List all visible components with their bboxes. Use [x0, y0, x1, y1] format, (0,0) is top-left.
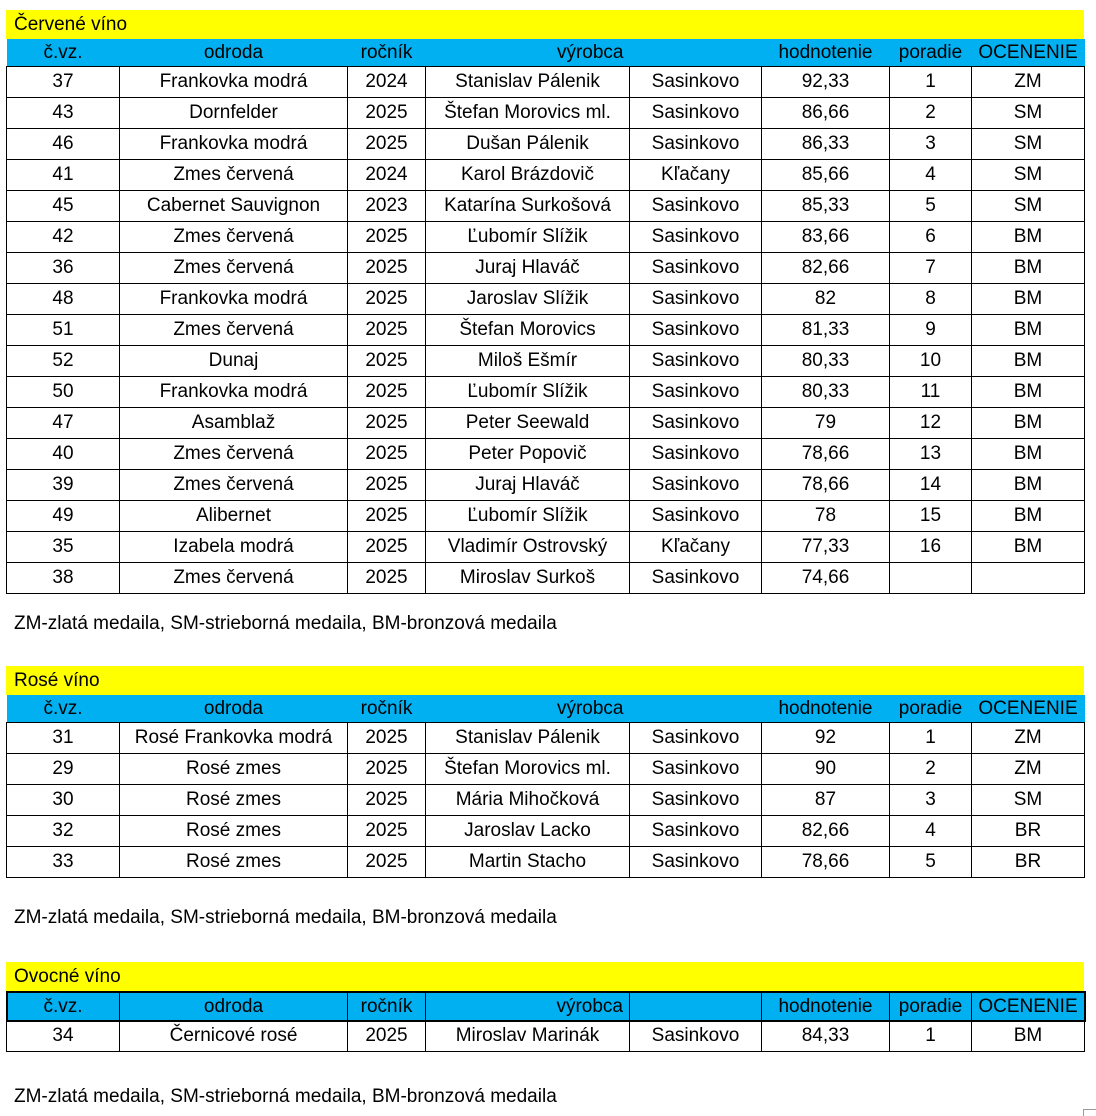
cell-variety: Zmes červená: [120, 439, 348, 470]
cell-rank: 10: [890, 346, 972, 377]
cell-sample-number: 36: [7, 253, 120, 284]
col-header-producer: výrobca: [426, 39, 630, 67]
section-ovocne-vino: [6, 962, 1084, 1052]
wine-table: [6, 991, 1085, 1052]
cell-town: Sasinkovo: [630, 346, 762, 377]
cell-rank: [890, 563, 972, 594]
table-row: [7, 847, 1085, 878]
table-row: [7, 160, 1085, 191]
cell-sample-number: 43: [7, 98, 120, 129]
cell-rank: 4: [890, 816, 972, 847]
table-header-row: [7, 39, 1085, 67]
cell-town: Sasinkovo: [630, 847, 762, 878]
table-row: [7, 563, 1085, 594]
cell-award: BM: [972, 284, 1085, 315]
cell-score: 78,66: [762, 470, 890, 501]
cell-year: 2025: [348, 847, 426, 878]
cell-year: 2025: [348, 816, 426, 847]
cell-award: SM: [972, 160, 1085, 191]
legend-note: ZM-zlatá medaila, SM-strieborná medaila, BM-bronzová medaila: [14, 1086, 557, 1107]
cell-year: 2025: [348, 98, 426, 129]
col-header-sample: č.vz.: [7, 39, 120, 67]
cell-variety: Alibernet: [120, 501, 348, 532]
cell-award: BM: [972, 253, 1085, 284]
cell-sample-number: 48: [7, 284, 120, 315]
cell-year: 2025: [348, 284, 426, 315]
cell-award: BM: [972, 377, 1085, 408]
cell-sample-number: 47: [7, 408, 120, 439]
cell-sample-number: 34: [7, 1021, 120, 1052]
cell-variety: Zmes červená: [120, 253, 348, 284]
cell-sample-number: 29: [7, 754, 120, 785]
cell-award: BM: [972, 346, 1085, 377]
cell-town: Sasinkovo: [630, 315, 762, 346]
cell-rank: 6: [890, 222, 972, 253]
cell-award: BM: [972, 315, 1085, 346]
cell-award: BM: [972, 501, 1085, 532]
cell-year: 2025: [348, 723, 426, 754]
col-header-rank: poradie: [890, 695, 972, 723]
cell-rank: 13: [890, 439, 972, 470]
col-header-town: [630, 39, 762, 67]
cell-year: 2025: [348, 439, 426, 470]
cell-producer: Peter Seewald: [426, 408, 630, 439]
cell-award: BM: [972, 1021, 1085, 1052]
cell-producer: Štefan Morovics: [426, 315, 630, 346]
cell-score: 80,33: [762, 346, 890, 377]
table-row: [7, 191, 1085, 222]
table-row: [7, 439, 1085, 470]
cell-rank: 2: [890, 754, 972, 785]
cell-variety: Frankovka modrá: [120, 129, 348, 160]
section-cervene-vino: [6, 10, 1084, 594]
cell-rank: 1: [890, 1021, 972, 1052]
cell-award: SM: [972, 785, 1085, 816]
cell-producer: Martin Stacho: [426, 847, 630, 878]
cell-town: Sasinkovo: [630, 501, 762, 532]
cell-rank: 12: [890, 408, 972, 439]
cell-producer: Juraj Hlaváč: [426, 470, 630, 501]
cell-sample-number: 52: [7, 346, 120, 377]
table-row: [7, 67, 1085, 98]
cell-year: 2025: [348, 563, 426, 594]
section-title: Rosé víno: [6, 666, 1084, 695]
cell-score: 81,33: [762, 315, 890, 346]
table-row: [7, 377, 1085, 408]
col-header-award: OCENENIE: [972, 695, 1085, 723]
cell-producer: Miloš Ešmír: [426, 346, 630, 377]
table-row: [7, 253, 1085, 284]
table-row: [7, 1021, 1085, 1052]
cell-score: 82: [762, 284, 890, 315]
cell-producer: Stanislav Pálenik: [426, 723, 630, 754]
cell-producer: Miroslav Marinák: [426, 1021, 630, 1052]
cell-producer: Dušan Pálenik: [426, 129, 630, 160]
col-header-score: hodnotenie: [762, 695, 890, 723]
cell-year: 2025: [348, 470, 426, 501]
cell-variety: Rosé zmes: [120, 816, 348, 847]
cell-award: BM: [972, 470, 1085, 501]
table-row: [7, 129, 1085, 160]
legend-note: ZM-zlatá medaila, SM-strieborná medaila, BM-bronzová medaila: [14, 907, 557, 928]
col-header-score: hodnotenie: [762, 992, 890, 1021]
cell-producer: Ľubomír Slížik: [426, 222, 630, 253]
cell-rank: 7: [890, 253, 972, 284]
cell-variety: Černicové rosé: [120, 1021, 348, 1052]
cell-rank: 4: [890, 160, 972, 191]
cell-score: 79: [762, 408, 890, 439]
col-header-award: OCENENIE: [972, 39, 1085, 67]
cell-sample-number: 32: [7, 816, 120, 847]
cell-award: ZM: [972, 754, 1085, 785]
cell-rank: 3: [890, 785, 972, 816]
col-header-producer: výrobca: [426, 695, 630, 723]
cell-score: 90: [762, 754, 890, 785]
cell-rank: 15: [890, 501, 972, 532]
table-row: [7, 723, 1085, 754]
cell-producer: Miroslav Surkoš: [426, 563, 630, 594]
cell-variety: Rosé zmes: [120, 847, 348, 878]
cell-award: ZM: [972, 67, 1085, 98]
cell-variety: Rosé zmes: [120, 754, 348, 785]
cell-sample-number: 51: [7, 315, 120, 346]
cell-town: Sasinkovo: [630, 253, 762, 284]
cell-score: 78: [762, 501, 890, 532]
cell-score: 85,33: [762, 191, 890, 222]
cell-town: Sasinkovo: [630, 67, 762, 98]
cell-year: 2025: [348, 1021, 426, 1052]
col-header-year: ročník: [348, 992, 426, 1021]
cell-award: BM: [972, 439, 1085, 470]
table-body: [7, 1021, 1085, 1052]
cell-variety: Dornfelder: [120, 98, 348, 129]
cell-producer: Vladimír Ostrovský: [426, 532, 630, 563]
cell-rank: 9: [890, 315, 972, 346]
cell-score: 78,66: [762, 847, 890, 878]
cell-town: Kľačany: [630, 532, 762, 563]
cell-rank: 16: [890, 532, 972, 563]
cell-producer: Štefan Morovics ml.: [426, 754, 630, 785]
cell-town: Kľačany: [630, 160, 762, 191]
cell-sample-number: 30: [7, 785, 120, 816]
table-row: [7, 408, 1085, 439]
cell-variety: Rosé Frankovka modrá: [120, 723, 348, 754]
cell-year: 2025: [348, 253, 426, 284]
cell-sample-number: 35: [7, 532, 120, 563]
table-row: [7, 222, 1085, 253]
table-row: [7, 532, 1085, 563]
cell-year: 2025: [348, 222, 426, 253]
cell-sample-number: 50: [7, 377, 120, 408]
col-header-producer: výrobca: [426, 992, 630, 1021]
cell-sample-number: 31: [7, 723, 120, 754]
cell-rank: 1: [890, 67, 972, 98]
cell-score: 92: [762, 723, 890, 754]
cell-town: Sasinkovo: [630, 377, 762, 408]
cell-year: 2024: [348, 67, 426, 98]
cell-town: Sasinkovo: [630, 754, 762, 785]
table-body: [7, 67, 1085, 594]
cell-sample-number: 33: [7, 847, 120, 878]
cell-variety: Asamblaž: [120, 408, 348, 439]
col-header-score: hodnotenie: [762, 39, 890, 67]
cell-award: SM: [972, 98, 1085, 129]
cell-score: 87: [762, 785, 890, 816]
table-body: [7, 723, 1085, 878]
table-row: [7, 816, 1085, 847]
cell-rank: 11: [890, 377, 972, 408]
cell-score: 84,33: [762, 1021, 890, 1052]
cell-year: 2025: [348, 501, 426, 532]
cell-sample-number: 38: [7, 563, 120, 594]
cell-score: 82,66: [762, 253, 890, 284]
wine-table: [6, 39, 1085, 594]
cell-award: ZM: [972, 723, 1085, 754]
cell-variety: Frankovka modrá: [120, 284, 348, 315]
col-header-variety: odroda: [120, 39, 348, 67]
cell-producer: Peter Popovič: [426, 439, 630, 470]
table-row: [7, 470, 1085, 501]
cell-variety: Zmes červená: [120, 160, 348, 191]
cell-rank: 8: [890, 284, 972, 315]
cell-award: BM: [972, 408, 1085, 439]
cell-rank: 5: [890, 191, 972, 222]
cell-award: BM: [972, 222, 1085, 253]
cell-producer: Ľubomír Slížik: [426, 377, 630, 408]
cell-year: 2024: [348, 160, 426, 191]
col-header-sample: č.vz.: [7, 992, 120, 1021]
cell-producer: Stanislav Pálenik: [426, 67, 630, 98]
cell-rank: 5: [890, 847, 972, 878]
col-header-rank: poradie: [890, 39, 972, 67]
cell-rank: 3: [890, 129, 972, 160]
cell-year: 2025: [348, 129, 426, 160]
cell-producer: Ľubomír Slížik: [426, 501, 630, 532]
cell-year: 2025: [348, 377, 426, 408]
table-row: [7, 284, 1085, 315]
col-header-variety: odroda: [120, 695, 348, 723]
cell-variety: Zmes červená: [120, 470, 348, 501]
cell-sample-number: 39: [7, 470, 120, 501]
cell-producer: Mária Mihočková: [426, 785, 630, 816]
cell-producer: Jaroslav Lacko: [426, 816, 630, 847]
cell-year: 2023: [348, 191, 426, 222]
table-header-row: [7, 992, 1085, 1021]
cell-town: Sasinkovo: [630, 1021, 762, 1052]
cell-producer: Karol Brázdovič: [426, 160, 630, 191]
cell-variety: Zmes červená: [120, 315, 348, 346]
cell-score: 74,66: [762, 563, 890, 594]
cell-town: Sasinkovo: [630, 816, 762, 847]
col-header-sample: č.vz.: [7, 695, 120, 723]
cell-award: BR: [972, 847, 1085, 878]
col-header-year: ročník: [348, 39, 426, 67]
cell-town: Sasinkovo: [630, 191, 762, 222]
cell-town: Sasinkovo: [630, 563, 762, 594]
cell-score: 86,66: [762, 98, 890, 129]
cell-award: [972, 563, 1085, 594]
cell-year: 2025: [348, 346, 426, 377]
cell-town: Sasinkovo: [630, 408, 762, 439]
cell-score: 77,33: [762, 532, 890, 563]
cell-award: SM: [972, 191, 1085, 222]
cell-producer: Štefan Morovics ml.: [426, 98, 630, 129]
cell-sample-number: 49: [7, 501, 120, 532]
cell-sample-number: 37: [7, 67, 120, 98]
cell-town: Sasinkovo: [630, 222, 762, 253]
cell-year: 2025: [348, 532, 426, 563]
cell-score: 83,66: [762, 222, 890, 253]
cell-sample-number: 45: [7, 191, 120, 222]
table-row: [7, 501, 1085, 532]
col-header-variety: odroda: [120, 992, 348, 1021]
cell-score: 82,66: [762, 816, 890, 847]
cell-year: 2025: [348, 408, 426, 439]
cell-year: 2025: [348, 785, 426, 816]
cell-variety: Izabela modrá: [120, 532, 348, 563]
cell-score: 85,66: [762, 160, 890, 191]
table-row: [7, 346, 1085, 377]
cell-variety: Zmes červená: [120, 563, 348, 594]
cell-town: Sasinkovo: [630, 723, 762, 754]
cell-variety: Cabernet Sauvignon: [120, 191, 348, 222]
cell-town: Sasinkovo: [630, 470, 762, 501]
cell-score: 86,33: [762, 129, 890, 160]
cell-sample-number: 40: [7, 439, 120, 470]
section-rose-vino: [6, 666, 1084, 878]
cell-producer: Jaroslav Slížik: [426, 284, 630, 315]
cell-producer: Katarína Surkošová: [426, 191, 630, 222]
table-row: [7, 754, 1085, 785]
col-header-town: [630, 992, 762, 1021]
cell-rank: 14: [890, 470, 972, 501]
cell-score: 78,66: [762, 439, 890, 470]
legend-note: ZM-zlatá medaila, SM-strieborná medaila, BM-bronzová medaila: [14, 613, 557, 634]
cell-sample-number: 46: [7, 129, 120, 160]
cell-variety: Zmes červená: [120, 222, 348, 253]
table-row: [7, 785, 1085, 816]
cell-town: Sasinkovo: [630, 785, 762, 816]
cell-score: 80,33: [762, 377, 890, 408]
col-header-year: ročník: [348, 695, 426, 723]
cell-sample-number: 42: [7, 222, 120, 253]
cell-variety: Frankovka modrá: [120, 67, 348, 98]
cell-score: 92,33: [762, 67, 890, 98]
section-title: Červené víno: [6, 10, 1084, 39]
cell-variety: Dunaj: [120, 346, 348, 377]
table-row: [7, 315, 1085, 346]
cell-year: 2025: [348, 754, 426, 785]
table-header-row: [7, 695, 1085, 723]
cell-town: Sasinkovo: [630, 129, 762, 160]
cell-producer: Juraj Hlaváč: [426, 253, 630, 284]
cell-variety: Frankovka modrá: [120, 377, 348, 408]
cell-award: BR: [972, 816, 1085, 847]
page-corner-marker: [1083, 1109, 1096, 1116]
cell-town: Sasinkovo: [630, 439, 762, 470]
cell-year: 2025: [348, 315, 426, 346]
table-row: [7, 98, 1085, 129]
cell-variety: Rosé zmes: [120, 785, 348, 816]
cell-town: Sasinkovo: [630, 98, 762, 129]
cell-rank: 2: [890, 98, 972, 129]
col-header-rank: poradie: [890, 992, 972, 1021]
cell-town: Sasinkovo: [630, 284, 762, 315]
cell-award: BM: [972, 532, 1085, 563]
cell-rank: 1: [890, 723, 972, 754]
col-header-award: OCENENIE: [972, 992, 1085, 1021]
col-header-town: [630, 695, 762, 723]
wine-table: [6, 695, 1085, 878]
cell-sample-number: 41: [7, 160, 120, 191]
cell-award: SM: [972, 129, 1085, 160]
section-title: Ovocné víno: [6, 962, 1084, 991]
